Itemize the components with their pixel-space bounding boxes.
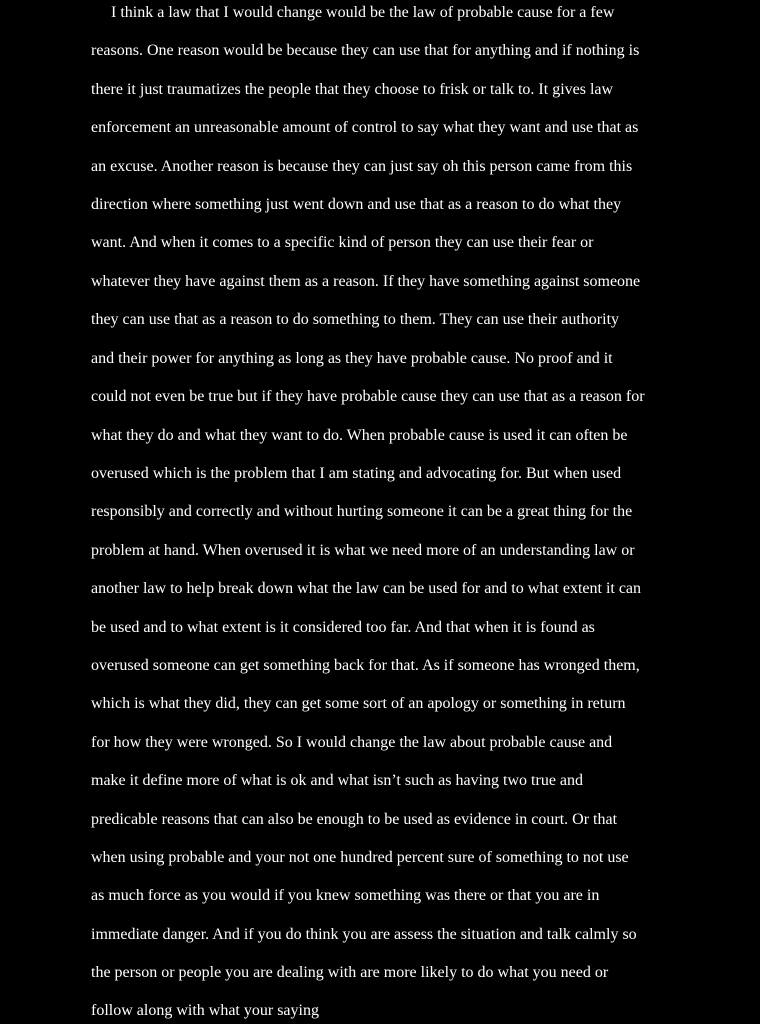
essay-line-7: want. And when it comes to a specific kind of person they can use their fear or — [91, 234, 594, 251]
essay-line-25: immediate danger. And if you do think you are assess the situation and talk calmly so — [91, 926, 637, 943]
essay-line-6: direction where something just went down and use that as a reason to do what they — [91, 196, 622, 213]
essay-line-22: predicable reasons that can also be enough to be used as evidence in court. Or that — [91, 811, 618, 828]
essay-line-2: reasons. One reason would be because they can use that for anything and if nothing is — [91, 42, 640, 59]
essay-line-9: they can use that as a reason to do something to them. They can use their authority — [91, 311, 620, 328]
essay-line-20: for how they were wronged. So I would change the law about probable cause and — [91, 734, 613, 751]
essay-line-5: an excuse. Another reason is because they can just say oh this person came from this — [91, 158, 633, 175]
essay-line-13: overused which is the problem that I am stating and advocating for. But when used — [91, 465, 622, 482]
essay-line-23: when using probable and your not one hundred percent sure of something to not use — [91, 849, 629, 866]
essay-line-14: responsibly and correctly and without hurting someone it can be a great thing for the — [91, 503, 633, 520]
essay-line-27: follow along with what your saying — [91, 1002, 319, 1019]
essay-line-4: enforcement an unreasonable amount of control to say what they want and use that as — [91, 119, 639, 136]
essay-line-16: another law to help break down what the law can be used for and to what extent it can — [91, 580, 642, 597]
essay-line-3: there it just traumatizes the people that they choose to frisk or talk to. It gives law — [91, 81, 614, 98]
essay-line-24: as much force as you would if you knew something was there or that you are in — [91, 887, 600, 904]
essay-line-11: could not even be true but if they have probable cause they can use that as a reason for — [91, 388, 645, 405]
essay-line-18: overused someone can get something back for that. As if someone has wronged them, — [91, 657, 640, 674]
essay-line-12: what they do and what they want to do. When probable cause is used it can often be — [91, 427, 628, 444]
essay-line-15: problem at hand. When overused it is what we need more of an understanding law or — [91, 542, 635, 559]
essay-line-26: the person or people you are dealing with are more likely to do what you need or — [91, 964, 609, 981]
essay-line-21: make it define more of what is ok and what isn’t such as having two true and — [91, 772, 584, 789]
essay-line-17: be used and to what extent is it considered too far. And that when it is found as — [91, 619, 595, 636]
essay-line-8: whatever they have against them as a reason. If they have something against someone — [91, 273, 641, 290]
essay-line-19: which is what they did, they can get some sort of an apology or something in return — [91, 695, 626, 712]
essay-line-10: and their power for anything as long as they have probable cause. No proof and it — [91, 350, 613, 367]
essay-line-1: I think a law that I would change would be the law of probable cause for a few — [111, 4, 615, 21]
